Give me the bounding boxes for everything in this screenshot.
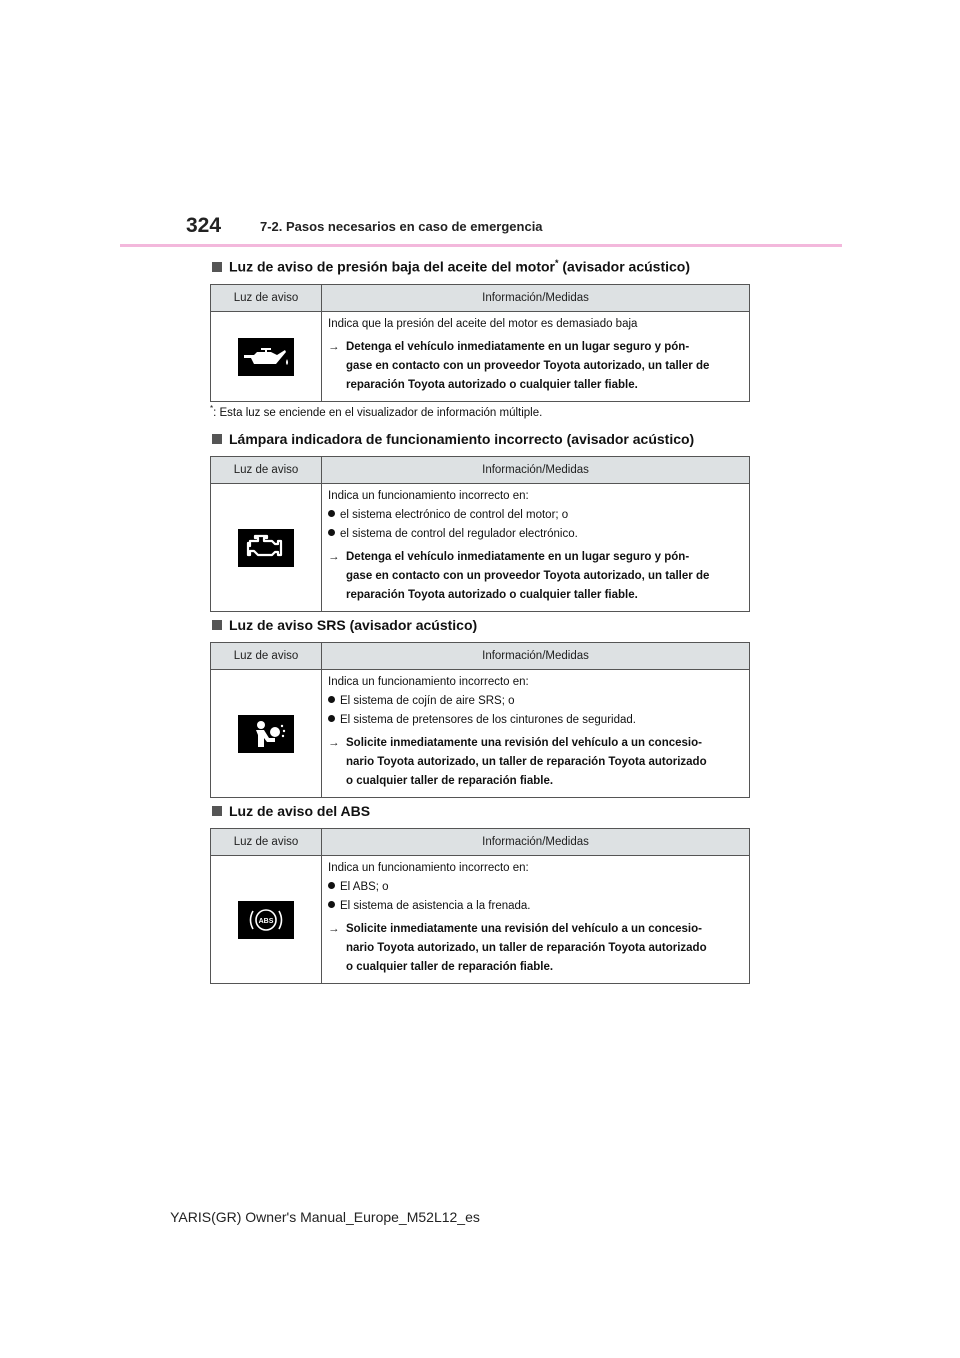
column-header-warning-light: Luz de aviso xyxy=(211,457,322,484)
section-heading-abs: Luz de aviso del ABS xyxy=(212,803,370,819)
column-header-info: Información/Medidas xyxy=(322,285,750,312)
column-header-info: Información/Medidas xyxy=(322,457,750,484)
section-heading-malfunction-lamp: Lámpara indicadora de funcionamiento incorrecto (avisador acústico) xyxy=(212,431,694,447)
abs-icon xyxy=(238,901,294,939)
check-engine-icon xyxy=(238,529,294,567)
list-item: El ABS; o xyxy=(328,878,743,897)
oil-pressure-icon xyxy=(238,338,294,376)
column-header-warning-light: Luz de aviso xyxy=(211,285,322,312)
abs-icon-label: ABS xyxy=(258,917,274,925)
section-heading-oil-pressure: Luz de aviso de presión baja del aceite del motor* (avisador acústico) xyxy=(212,258,690,275)
action-instruction: → Detenga el vehículo inmediatamente en un lugar seguro y pón- gase en contacto con un proveedor Toyota autorizado, un taller de reparación Toyota autorizado o cualquier taller fiable. xyxy=(328,551,710,601)
action-instruction: → Solicite inmediatamente una revisión del vehículo a un concesio- nario Toyota autorizado, un taller de reparación Toyota autorizado o cualquier taller de reparación fiable. xyxy=(328,737,707,787)
list-item: El sistema de asistencia a la frenada. xyxy=(328,897,743,916)
warning-table-malfunction: Luz de aviso Información/Medidas Indica un funcionamiento incorrecto en: el sistema electrónico de control del motor; o el sistema de control del regulador electrónico. → Detenga el vehículo inmediatamente en un lugar seguro y pón- gase en contacto con un proveedor Toyota autorizado, un taller de reparación Toyota autorizado o cualquier taller fiable. xyxy=(210,456,750,612)
footnote: *: Esta luz se enciende en el visualizador de información múltiple. xyxy=(210,404,543,419)
warning-table-abs: Luz de aviso Información/Medidas ABS Indica un funcionamiento incorrecto en: El ABS; o El sistema de asistencia a la frenada. → Solicite inmediatamente una revisión del vehículo a un concesio- nario Toyota autorizado, un taller de reparación Toyota autorizado o cualquier taller de reparación fiable. xyxy=(210,828,750,984)
action-instruction: → Detenga el vehículo inmediatamente en un lugar seguro y pón- gase en contacto con un proveedor Toyota autorizado, un taller de reparación Toyota autorizado o cualquier taller fiable. xyxy=(328,341,710,391)
column-header-warning-light: Luz de aviso xyxy=(211,829,322,856)
action-instruction: → Solicite inmediatamente una revisión del vehículo a un concesio- nario Toyota autorizado, un taller de reparación Toyota autorizado o cualquier taller de reparación fiable. xyxy=(328,923,707,973)
header-divider xyxy=(120,244,842,247)
column-header-info: Información/Medidas xyxy=(322,829,750,856)
manual-footer: YARIS(GR) Owner's Manual_Europe_M52L12_es xyxy=(170,1209,480,1225)
square-bullet-icon xyxy=(212,620,222,630)
warning-table-oil-pressure: Luz de aviso Información/Medidas Indica que la presión del aceite del motor es demasiado baja → Detenga el vehículo inmediatamente en un lugar seguro y pón- gase en contacto con un proveedor Toyota autorizado, un taller de reparación Toyota autorizado o cualquier taller fiable. xyxy=(210,284,750,402)
section-heading-srs: Luz de aviso SRS (avisador acústico) xyxy=(212,617,477,633)
page-number: 324 xyxy=(186,214,222,237)
column-header-warning-light: Luz de aviso xyxy=(211,643,322,670)
list-item: el sistema de control del regulador electrónico. xyxy=(328,525,743,544)
column-header-info: Información/Medidas xyxy=(322,643,750,670)
list-item: el sistema electrónico de control del motor; o xyxy=(328,506,743,525)
list-item: El sistema de cojín de aire SRS; o xyxy=(328,692,743,711)
warning-table-srs: Luz de aviso Información/Medidas Indica un funcionamiento incorrecto en: El sistema de cojín de aire SRS; o El sistema de pretensores de los cinturones de seguridad. → Solicite inmediatamente una revisión del vehículo a un concesio- nario Toyota autorizado, un taller de reparación Toyota autorizado o cualquier taller de reparación fiable. xyxy=(210,642,750,798)
chapter-title: 7-2. Pasos necesarios en caso de emergencia xyxy=(260,219,543,234)
square-bullet-icon xyxy=(212,262,222,272)
list-item: El sistema de pretensores de los cinturones de seguridad. xyxy=(328,711,743,730)
square-bullet-icon xyxy=(212,806,222,816)
square-bullet-icon xyxy=(212,434,222,444)
airbag-srs-icon xyxy=(238,715,294,753)
